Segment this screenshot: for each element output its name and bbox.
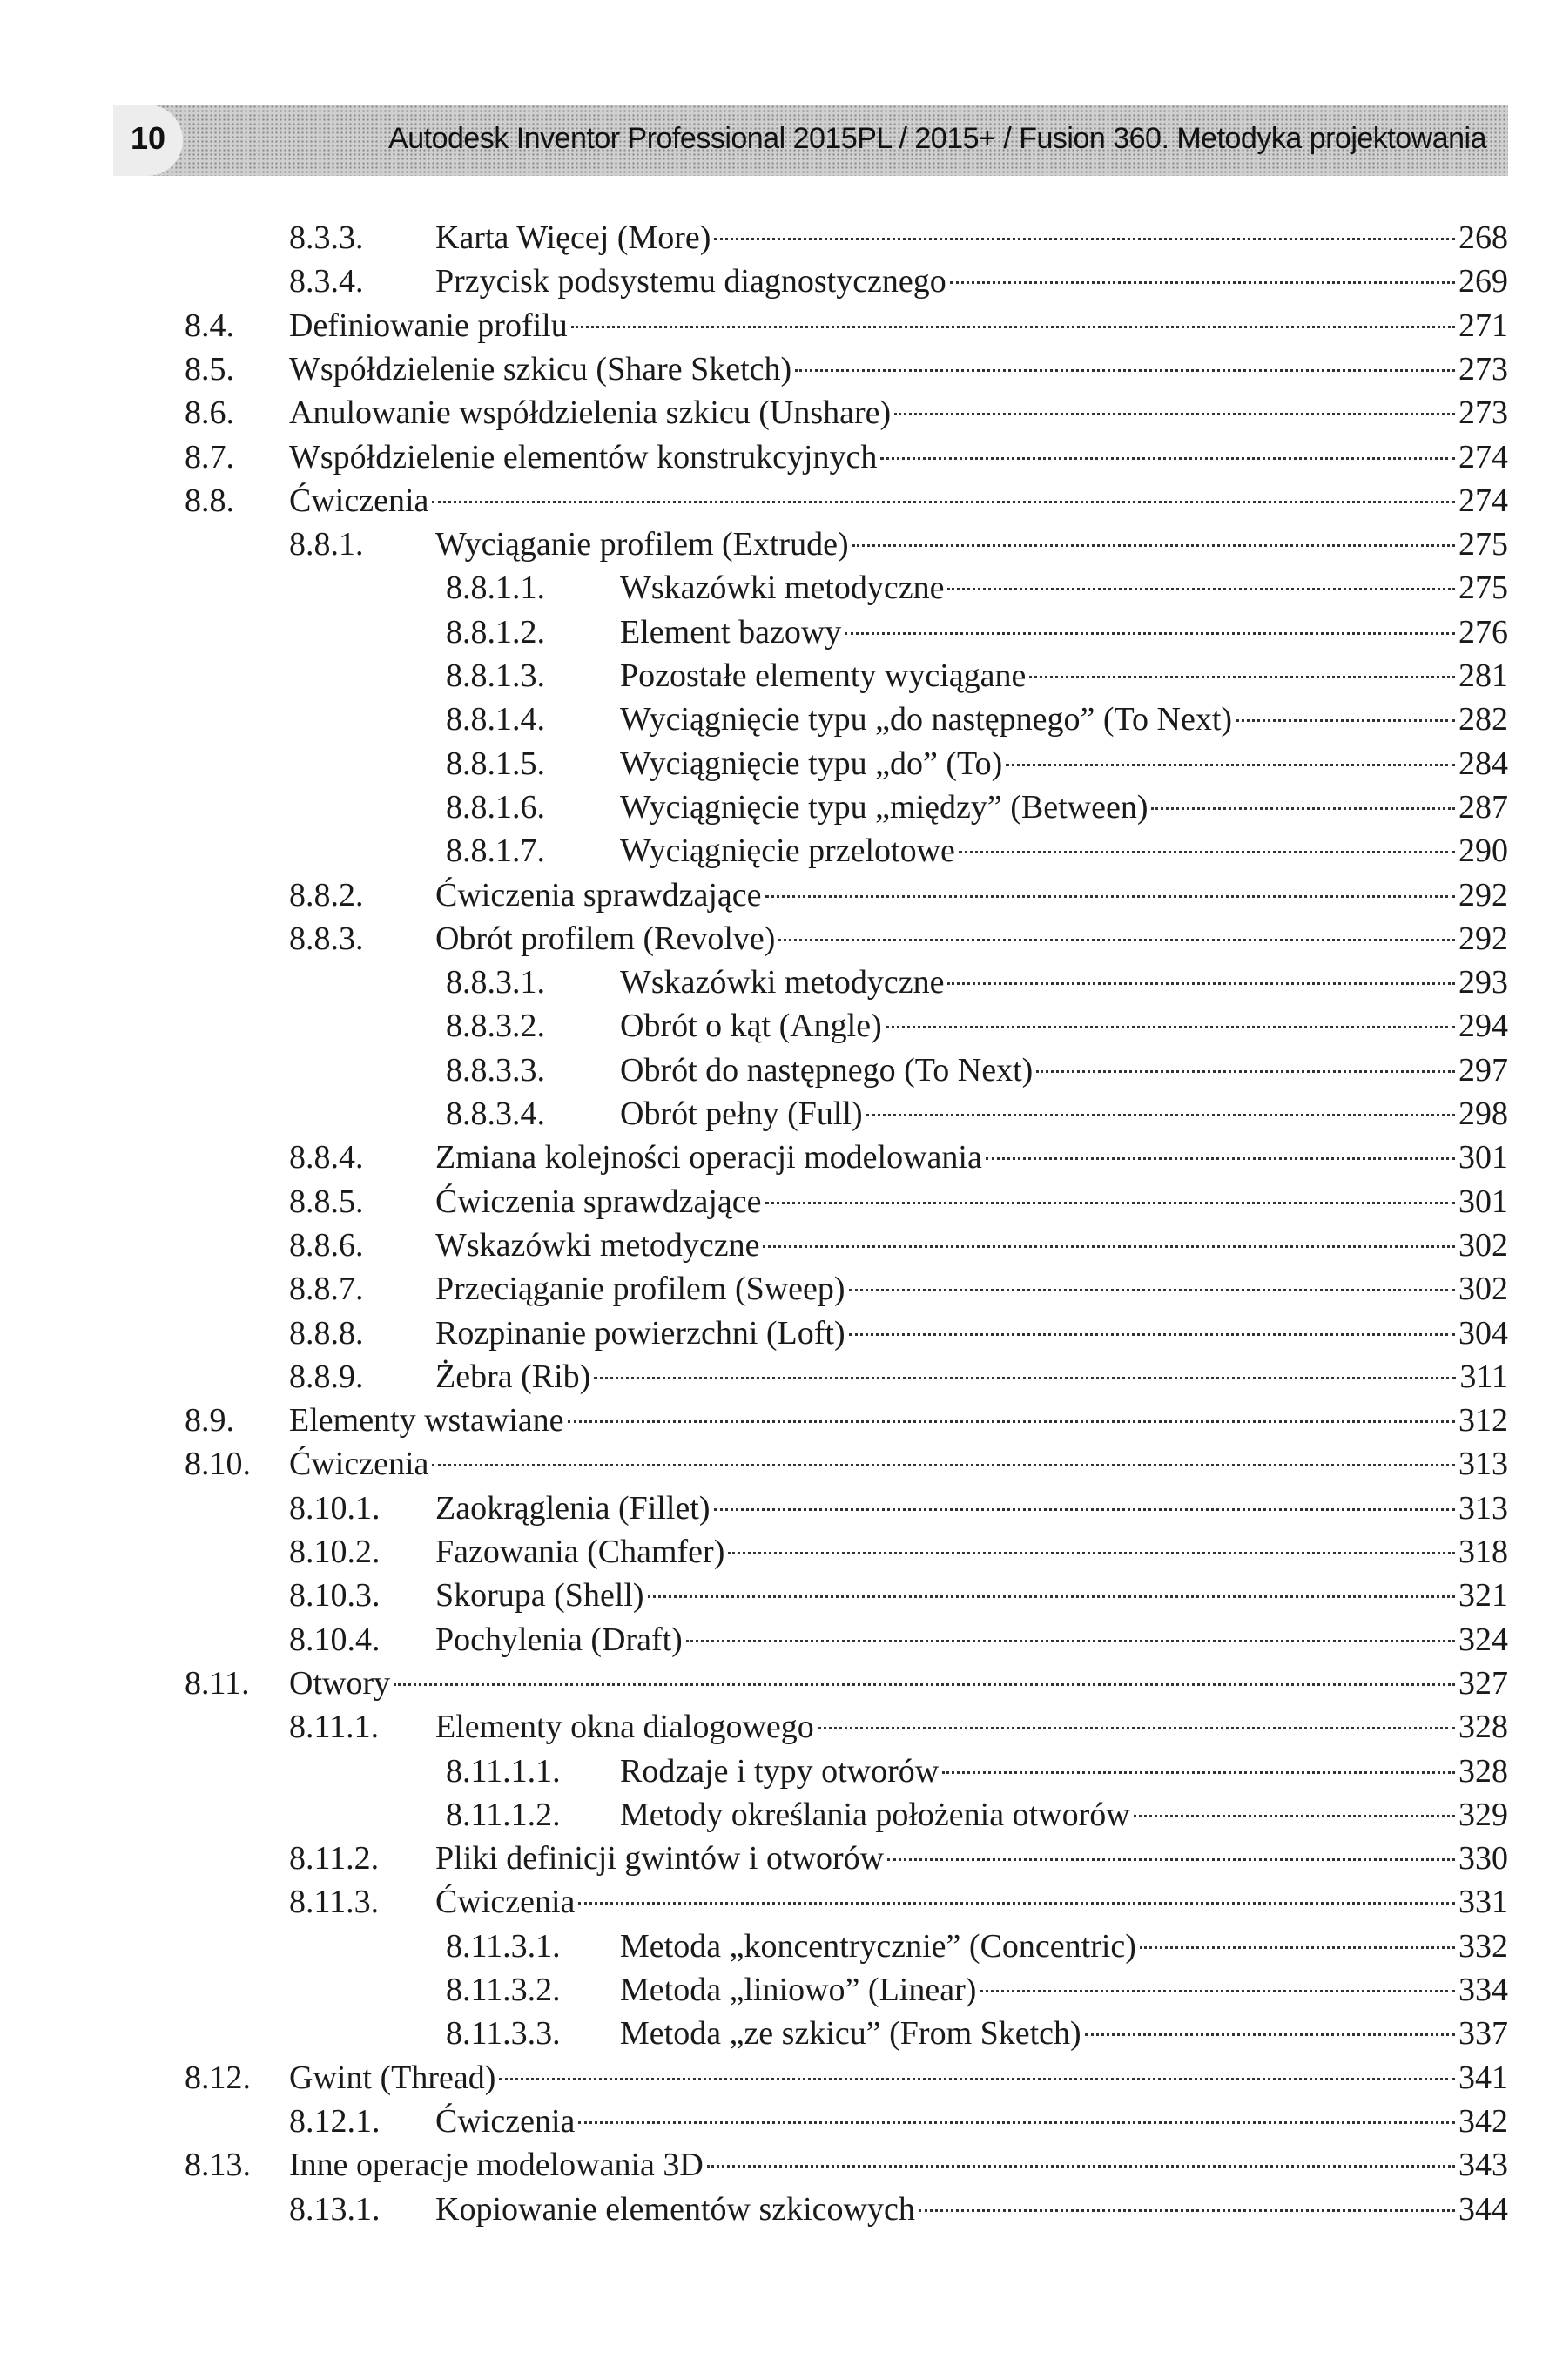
- toc-entry-page: 282: [1458, 701, 1508, 738]
- toc-entry: [289, 1180, 1508, 1224]
- dot-leader: [765, 895, 1455, 898]
- toc-entry-title: Pliki definicji gwintów i otworów: [435, 1840, 885, 1877]
- toc-entry: [289, 2188, 1508, 2231]
- toc-entry-page: 332: [1458, 1928, 1508, 1965]
- toc-entry-page: 330: [1458, 1840, 1508, 1877]
- dot-leader: [778, 939, 1455, 941]
- toc-entry-page: 293: [1458, 964, 1508, 1001]
- dot-leader: [432, 1464, 1455, 1466]
- toc-entry: [289, 1136, 1508, 1179]
- dot-leader: [686, 1640, 1455, 1642]
- dot-leader: [852, 544, 1455, 547]
- toc-entry-title: Ćwiczenia sprawdzające: [435, 877, 762, 914]
- toc-entry-title: Inne operacje modelowania 3D: [289, 2147, 704, 2183]
- dot-leader: [571, 326, 1455, 328]
- toc-entry: [289, 873, 1508, 917]
- toc-entry-title: Przycisk podsystemu diagnostycznego: [435, 263, 946, 300]
- toc-entry-title: Ćwiczenia sprawdzające: [435, 1183, 762, 1220]
- toc-entry: [185, 391, 1508, 435]
- toc-entry: [185, 435, 1508, 479]
- dot-leader: [950, 281, 1455, 284]
- dot-leader: [728, 1552, 1455, 1554]
- toc-entry-number: 8.11.2.: [289, 1840, 380, 1877]
- toc-entry-number: 8.3.3.: [289, 219, 364, 256]
- toc-entry-page: 329: [1458, 1797, 1508, 1833]
- dot-leader: [1151, 807, 1455, 810]
- toc-entry-number: 8.12.: [185, 2060, 251, 2096]
- toc-entry-page: 274: [1458, 482, 1508, 519]
- toc-entry-page: 318: [1458, 1534, 1508, 1570]
- dot-leader: [942, 1771, 1455, 1774]
- toc-entry-number: 8.8.1.4.: [446, 701, 545, 738]
- dot-leader: [714, 1508, 1456, 1511]
- toc-entry-page: 328: [1458, 1709, 1508, 1745]
- dot-leader: [1036, 1070, 1455, 1073]
- toc-entry: [185, 2056, 1508, 2100]
- dot-leader: [648, 1595, 1455, 1598]
- toc-entry-page: 271: [1458, 307, 1508, 344]
- toc-entry-number: 8.11.1.2.: [446, 1797, 561, 1833]
- toc-entry: [446, 829, 1508, 873]
- toc-entry-title: Ćwiczenia: [289, 1446, 429, 1482]
- dot-leader: [866, 1114, 1455, 1116]
- toc-entry-page: 302: [1458, 1271, 1508, 1307]
- toc-entry-title: Skorupa (Shell): [435, 1577, 644, 1614]
- toc-entry-number: 8.8.3.1.: [446, 964, 545, 1001]
- toc-entry-number: 8.8.5.: [289, 1183, 364, 1220]
- dot-leader: [849, 1289, 1455, 1291]
- toc-entry-number: 8.10.1.: [289, 1490, 381, 1527]
- toc-entry-page: 269: [1458, 263, 1508, 300]
- toc-entry: [185, 347, 1508, 391]
- dot-leader: [707, 2165, 1455, 2168]
- toc-entry-title: Przeciąganie profilem (Sweep): [435, 1271, 845, 1307]
- toc-entry-title: Wyciągnięcie typu „między” (Between): [620, 789, 1148, 826]
- dot-leader: [568, 1420, 1455, 1423]
- dot-leader: [394, 1683, 1455, 1686]
- toc-entry-page: 334: [1458, 1972, 1508, 2008]
- toc-entry-title: Gwint (Thread): [289, 2060, 496, 2096]
- toc-entry-page: 313: [1458, 1446, 1508, 1482]
- dot-leader: [1236, 719, 1455, 722]
- toc-entry-page: 292: [1458, 877, 1508, 914]
- toc-entry-number: 8.11.1.: [289, 1709, 380, 1745]
- toc-entry: [289, 1487, 1508, 1530]
- toc-entry-page: 342: [1458, 2103, 1508, 2140]
- toc-entry-page: 343: [1458, 2147, 1508, 2183]
- toc-entry-title: Wyciąganie profilem (Extrude): [435, 526, 849, 563]
- toc-entry-title: Ćwiczenia: [435, 2103, 576, 2140]
- toc-entry: [289, 917, 1508, 961]
- toc-entry-number: 8.8.1.6.: [446, 789, 545, 826]
- toc-entry-number: 8.8.: [185, 482, 234, 519]
- running-header-title: Autodesk Inventor Professional 2015PL / 2015+ / Fusion 360. Metodyka projektowania: [388, 122, 1486, 155]
- dot-leader: [499, 2078, 1455, 2080]
- dot-leader: [845, 632, 1455, 635]
- toc-entry: [289, 260, 1508, 303]
- toc-entry-title: Żebra (Rib): [435, 1359, 591, 1395]
- toc-entry-number: 8.8.1.: [289, 526, 364, 563]
- toc-entry-page: 337: [1458, 2015, 1508, 2052]
- toc-entry: [446, 1750, 1508, 1793]
- toc-entry: [289, 1311, 1508, 1355]
- toc-entry-number: 8.11.3.2.: [446, 1972, 561, 2008]
- toc-entry-number: 8.8.1.3.: [446, 657, 545, 694]
- toc-entry-number: 8.8.1.7.: [446, 833, 545, 869]
- toc-entry-number: 8.13.: [185, 2147, 251, 2183]
- toc-entry-number: 8.8.1.5.: [446, 745, 545, 782]
- toc-entry-page: 297: [1458, 1052, 1508, 1089]
- dot-leader: [986, 1157, 1455, 1160]
- toc-entry: [289, 216, 1508, 260]
- toc-entry-title: Obrót o kąt (Angle): [620, 1008, 882, 1044]
- toc-entry-title: Rodzaje i typy otworów: [620, 1753, 940, 1790]
- toc-entry-title: Rozpinanie powierzchni (Loft): [435, 1315, 845, 1352]
- toc-entry: [289, 1880, 1508, 1924]
- toc-entry-page: 298: [1458, 1096, 1508, 1132]
- toc-entry: [289, 2100, 1508, 2143]
- dot-leader: [795, 369, 1455, 372]
- toc-entry-title: Element bazowy: [620, 614, 842, 651]
- toc-entry: [446, 654, 1508, 698]
- toc-entry-number: 8.8.7.: [289, 1271, 364, 1307]
- dot-leader: [1029, 676, 1455, 678]
- toc-entry: [289, 1705, 1508, 1749]
- toc-entry-number: 8.12.1.: [289, 2103, 381, 2140]
- toc-entry: [446, 1092, 1508, 1136]
- toc-entry-number: 8.13.1.: [289, 2191, 381, 2228]
- toc-entry-page: 324: [1458, 1622, 1508, 1658]
- toc-entry-page: 290: [1458, 833, 1508, 869]
- toc-entry: [185, 304, 1508, 347]
- toc-entry: [185, 479, 1508, 523]
- toc-entry-page: 302: [1458, 1227, 1508, 1264]
- dot-leader: [886, 1026, 1455, 1028]
- dot-leader: [980, 1990, 1455, 1992]
- toc-entry-title: Zaokrąglenia (Fillet): [435, 1490, 711, 1527]
- dot-leader: [947, 982, 1455, 985]
- toc-entry-page: 273: [1458, 351, 1508, 388]
- toc-entry: [446, 1925, 1508, 1968]
- toc-entry-title: Obrót profilem (Revolve): [435, 920, 776, 957]
- toc-entry-title: Kopiowanie elementów szkicowych: [435, 2191, 915, 2228]
- toc-entry-title: Współdzielenie szkicu (Share Sketch): [289, 351, 792, 388]
- dot-leader: [887, 1858, 1455, 1861]
- toc-entry-number: 8.9.: [185, 1402, 234, 1439]
- toc-entry: [185, 1399, 1508, 1442]
- toc-entry: [289, 1355, 1508, 1399]
- toc-entry-page: 304: [1458, 1315, 1508, 1352]
- toc-entry-page: 327: [1458, 1665, 1508, 1702]
- toc-entry-title: Elementy okna dialogowego: [435, 1709, 814, 1745]
- toc-entry-title: Fazowania (Chamfer): [435, 1534, 725, 1570]
- toc-entry-title: Wyciągnięcie typu „do” (To): [620, 745, 1003, 782]
- toc-entry-page: 311: [1459, 1359, 1508, 1395]
- toc-entry-page: 301: [1458, 1139, 1508, 1176]
- toc-entry-title: Wyciągnięcie przelotowe: [620, 833, 955, 869]
- toc-entry-page: 268: [1458, 219, 1508, 256]
- toc-entry-title: Metoda „ze szkicu” (From Sketch): [620, 2015, 1081, 2052]
- toc-entry-title: Otwory: [289, 1665, 391, 1702]
- dot-leader: [849, 1333, 1455, 1336]
- toc-entry-page: 275: [1458, 526, 1508, 563]
- dot-leader: [818, 1727, 1455, 1729]
- toc-entry-page: 274: [1458, 439, 1508, 475]
- toc-entry-number: 8.8.3.3.: [446, 1052, 545, 1089]
- toc-entry: [446, 2012, 1508, 2055]
- toc-entry-page: 281: [1458, 657, 1508, 694]
- toc-entry-page: 275: [1458, 570, 1508, 606]
- toc-entry-page: 312: [1458, 1402, 1508, 1439]
- toc-entry-number: 8.11.1.1.: [446, 1753, 561, 1790]
- dot-leader: [1006, 764, 1455, 766]
- toc-entry-page: 284: [1458, 745, 1508, 782]
- dot-leader: [578, 1902, 1455, 1905]
- dot-leader: [714, 238, 1455, 240]
- dot-leader: [765, 1202, 1455, 1204]
- dot-leader: [1140, 1946, 1455, 1949]
- toc-entry-number: 8.10.3.: [289, 1577, 381, 1614]
- toc-entry-title: Anulowanie współdzielenia szkicu (Unshare): [289, 394, 892, 431]
- dot-leader: [959, 851, 1455, 853]
- toc-entry: [289, 1224, 1508, 1267]
- toc-entry-number: 8.5.: [185, 351, 234, 388]
- dot-leader: [763, 1245, 1455, 1248]
- toc-entry: [446, 698, 1508, 741]
- toc-entry-page: 276: [1458, 614, 1508, 651]
- toc-entry-title: Współdzielenie elementów konstrukcyjnych: [289, 439, 878, 475]
- toc-entry: [289, 1837, 1508, 1880]
- toc-entry-title: Wskazówki metodyczne: [620, 964, 945, 1001]
- toc-entry-number: 8.8.4.: [289, 1139, 364, 1176]
- toc-entry-title: Zmiana kolejności operacji modelowania: [435, 1139, 982, 1176]
- toc-entry-number: 8.8.3.: [289, 920, 364, 957]
- toc-entry: [446, 610, 1508, 654]
- toc-entry-number: 8.6.: [185, 394, 234, 431]
- toc-entry-number: 8.8.9.: [289, 1359, 364, 1395]
- toc-entry-number: 8.11.3.1.: [446, 1928, 561, 1965]
- dot-leader: [432, 501, 1455, 503]
- dot-leader: [1085, 2033, 1455, 2036]
- toc-entry-number: 8.8.2.: [289, 877, 364, 914]
- toc-entry-page: 294: [1458, 1008, 1508, 1044]
- toc-entry: [446, 742, 1508, 785]
- toc-entry-page: 321: [1458, 1577, 1508, 1614]
- toc-entry-title: Elementy wstawiane: [289, 1402, 564, 1439]
- dot-leader: [578, 2121, 1455, 2124]
- toc-entry: [446, 1048, 1508, 1092]
- toc-entry-number: 8.8.1.2.: [446, 614, 545, 651]
- dot-leader: [919, 2209, 1455, 2212]
- toc-entry-number: 8.11.: [185, 1665, 250, 1702]
- toc-entry-title: Pochylenia (Draft): [435, 1622, 683, 1658]
- toc-entry-title: Ćwiczenia: [289, 482, 429, 519]
- dot-leader: [947, 588, 1455, 590]
- toc-entry-title: Obrót do następnego (To Next): [620, 1052, 1034, 1089]
- toc-entry-title: Definiowanie profilu: [289, 307, 568, 344]
- toc-entry: [289, 1574, 1508, 1617]
- toc-entry-page: 292: [1458, 920, 1508, 957]
- toc-entry-title: Wskazówki metodyczne: [620, 570, 945, 606]
- toc-entry-page: 328: [1458, 1753, 1508, 1790]
- toc-entry: [289, 523, 1508, 566]
- toc-entry-title: Metoda „liniowo” (Linear): [620, 1972, 977, 2008]
- toc-entry-page: 344: [1458, 2191, 1508, 2228]
- toc-entry-page: 273: [1458, 394, 1508, 431]
- toc-entry-number: 8.8.3.2.: [446, 1008, 545, 1044]
- toc-entry: [446, 1004, 1508, 1048]
- toc-entry-number: 8.10.2.: [289, 1534, 381, 1570]
- toc-entry-number: 8.10.: [185, 1446, 251, 1482]
- toc-entry-number: 8.8.6.: [289, 1227, 364, 1264]
- toc-entry: [289, 1530, 1508, 1574]
- toc-entry-title: Obrót pełny (Full): [620, 1096, 863, 1132]
- toc-entry-title: Wyciągnięcie typu „do następnego” (To Next): [620, 701, 1233, 738]
- toc-entry-number: 8.8.8.: [289, 1315, 364, 1352]
- toc-entry-title: Karta Więcej (More): [435, 219, 711, 256]
- toc-entry: [446, 961, 1508, 1004]
- toc-entry: [446, 785, 1508, 829]
- dot-leader: [1134, 1815, 1455, 1817]
- toc-entry: [289, 1267, 1508, 1311]
- toc-entry-title: Metody określania położenia otworów: [620, 1797, 1130, 1833]
- toc-entry-title: Metoda „koncentrycznie” (Concentric): [620, 1928, 1136, 1965]
- toc-entry-page: 313: [1458, 1490, 1508, 1527]
- toc-entry: [446, 1968, 1508, 2012]
- page-number: 10: [131, 120, 166, 156]
- toc-entry: [289, 1618, 1508, 1662]
- toc-entry-number: 8.7.: [185, 439, 234, 475]
- toc-entry-title: Pozostałe elementy wyciągane: [620, 657, 1027, 694]
- toc-entry-number: 8.4.: [185, 307, 234, 344]
- toc-entry-page: 287: [1458, 789, 1508, 826]
- dot-leader: [894, 413, 1455, 415]
- toc-entry: [185, 1442, 1508, 1486]
- toc-entry-number: 8.3.4.: [289, 263, 364, 300]
- toc-entry: [446, 1793, 1508, 1837]
- dot-leader: [880, 457, 1455, 460]
- toc-entry-number: 8.8.3.4.: [446, 1096, 545, 1132]
- toc-entry-number: 8.8.1.1.: [446, 570, 545, 606]
- toc-entry-page: 331: [1458, 1884, 1508, 1920]
- toc-entry-title: Ćwiczenia: [435, 1884, 576, 1920]
- dot-leader: [594, 1377, 1456, 1379]
- toc-entry-number: 8.10.4.: [289, 1622, 381, 1658]
- toc-entry-number: 8.11.3.: [289, 1884, 380, 1920]
- toc-entry-page: 301: [1458, 1183, 1508, 1220]
- toc-entry-number: 8.11.3.3.: [446, 2015, 561, 2052]
- toc-entry-title: Wskazówki metodyczne: [435, 1227, 760, 1264]
- toc-entry-page: 341: [1458, 2060, 1508, 2096]
- toc-entry: [185, 1662, 1508, 1705]
- toc-entry: [185, 2143, 1508, 2187]
- toc-entry: [446, 566, 1508, 610]
